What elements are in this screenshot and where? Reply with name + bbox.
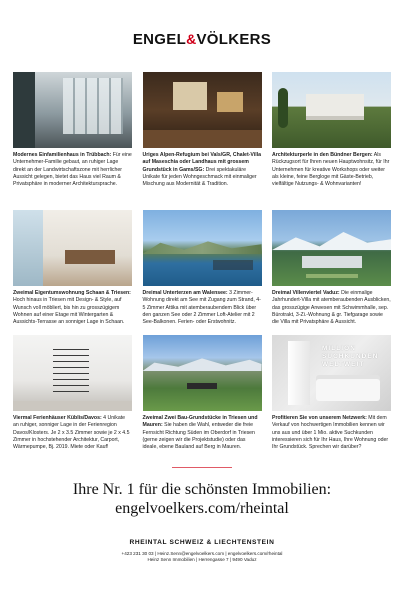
contact-line[interactable]: +423 231 30 03 | Heinz.Senn@engelvoelkers.com | engelvoelkers.com/rheintal — [121, 551, 283, 556]
listing-title: Zweimal Zwei Bau-Grundstücke in Triesen und Mauren: — [142, 415, 258, 429]
brand-name-right: VÖLKERS — [196, 31, 272, 48]
listing-card[interactable] — [13, 335, 132, 471]
listing-card[interactable] — [13, 210, 132, 335]
listing-photo — [143, 72, 262, 148]
listing-text: 4 Unikate an ruhiger, sonniger Lage in der Ferienregion Davos/Klosters. Je 2 x 3.5 Zimmer sowie je 2 x 4.5 Zimmer in hochstehender Architektur, Carport, Wärmepumpe, Bj. 2019. Miete oder Kauf! — [13, 415, 130, 451]
listing-card[interactable] — [272, 210, 391, 335]
listing-text: Hoch hinaus in Triesen mit Design- & Style, auf Wunsch voll möbliert, bis hin zu grosszügigem Wohnen auf einer Etage mit Wintergarten & Aussichts-Terrasse an sonniger Lage in Schaan. — [13, 297, 125, 326]
listing-caption — [13, 152, 132, 188]
brand-name-left: ENGEL — [132, 31, 187, 48]
listing-text: 3 Zimmer-Wohnung direkt am See mit Zugang zum Strand, 4-5 Zimmer Attika mit atemberaubendem Blick über den ganzen See oder 2 Zimmer Loft-Atelier mit 2 See-Balkonen. Ferien- oder Erstwohnitz. — [142, 290, 261, 326]
listing-photo — [13, 210, 132, 286]
listing-title: Modernes Einfamilienhaus in Trübbach: — [13, 152, 112, 158]
listing-caption — [143, 415, 262, 451]
listing-caption — [13, 415, 132, 451]
listing-card[interactable] — [13, 72, 132, 210]
listing-title: Profitieren Sie von unserem Netzwerk: — [272, 415, 367, 421]
listing-card[interactable] — [272, 335, 391, 471]
listing-title: Viermal Ferienhäuser Küblis/Davos: — [13, 415, 102, 421]
listing-caption — [272, 290, 391, 326]
listing-text: Sie haben die Wahl, entweder die freie Fernsicht Richtung Süden im Oberdorf in Triesen (gerne zeigen wir die Projektstudie) oder das ideale, ebene Bauland auf Berg in Mauren. — [142, 422, 255, 451]
listing-caption — [272, 415, 391, 451]
listing-photo — [13, 72, 132, 148]
listing-title: Dreimal Unterterzen am Walensee: — [142, 290, 228, 296]
listing-text: Für eine Unternehmer-Familie gebaut, an ruhiger Lage direkt an der Landwirtschaftszone mit herrlicher Aussicht gelegen, bietet das Haus viel Raum & Privatsphäre in moderner Architektursprache. — [13, 152, 132, 188]
office-name: RHEINTAL SCHWEIZ & LIECHTENSTEIN — [129, 539, 275, 546]
overlay-line: SUCHKUNDEN — [322, 353, 379, 360]
overlay-line: WELTWEIT — [322, 361, 365, 368]
listing-title: Zweimal Eigentumswohnung Schaan & Triesen: — [13, 290, 131, 296]
listing-title: Dreimal Villenviertel Vaduz: — [272, 290, 340, 296]
brand-logo — [0, 31, 404, 48]
listing-card[interactable] — [143, 335, 262, 471]
listing-photo — [13, 335, 132, 411]
brand-ampersand: & — [186, 31, 197, 47]
listing-text: Als Rückzugsort für Ihren neuen Hauptwohnsitz, für Ihr Unternehmen für kreative Workshops oder weiter als kleine, feine Bergloge mit Gäste-Betrieb, vielfältige Nutzungs- & Wohnvarianten! — [272, 152, 390, 188]
listing-title: Architekturperle in den Bündner Bergen: — [272, 152, 373, 158]
contact-block — [0, 551, 404, 563]
listing-grid — [13, 72, 391, 471]
website-link[interactable]: engelvoelkers.com/rheintal — [115, 500, 289, 517]
headline: Ihre Nr. 1 für die schönsten Immobilien: — [72, 481, 332, 498]
listing-caption — [143, 152, 262, 188]
listing-photo — [143, 210, 262, 286]
listing-card[interactable] — [143, 210, 262, 335]
network-photo — [272, 335, 391, 411]
listing-caption — [143, 290, 262, 326]
overlay-line: MILLION — [322, 345, 356, 352]
listing-photo — [272, 210, 391, 286]
listing-text: Die einmalige Jahrhundert-Villa mit atemberaubenden Ausblicken, das grosszügige Anwesen mit Schwimmhalle, sep. Bürotrakt, 3-Zi.-Wohnung & gr. Tiefgarage sowie die Villa mit Privatsphäre & Aussicht. — [272, 290, 391, 326]
listing-caption — [13, 290, 132, 326]
divider-line — [172, 467, 232, 468]
listing-text: Drei spektakuläre Unikate für jeden Wohngeschmack mit einmaliger Mischung aus Modernität & Tradition. — [142, 166, 257, 188]
network-overlay-text — [322, 345, 388, 369]
listing-title: Uriges Alpen-Refugium bei Vals/GR, Chalet-Villa auf Maseschia oder Landhaus mit grossem Grundstück in Gams/SG: — [142, 152, 261, 173]
listing-card[interactable] — [272, 72, 391, 210]
listing-card[interactable] — [143, 72, 262, 210]
address-line: Heinz Senn Immobilien | Herrengasse 7 | 9490 Vaduz — [147, 557, 257, 562]
listing-caption — [272, 152, 391, 188]
listing-photo — [143, 335, 262, 411]
listing-text: Mit dem Verkauf von hochwertigen Immobilien kennen wir uns aus und über 1 Mio. aktive Suchkunden interessieren sich für Ihr Haus, Ihre Wohnung oder Ihr Grundstück. Sprechen wir darüber? — [272, 415, 389, 451]
listing-photo — [272, 72, 391, 148]
